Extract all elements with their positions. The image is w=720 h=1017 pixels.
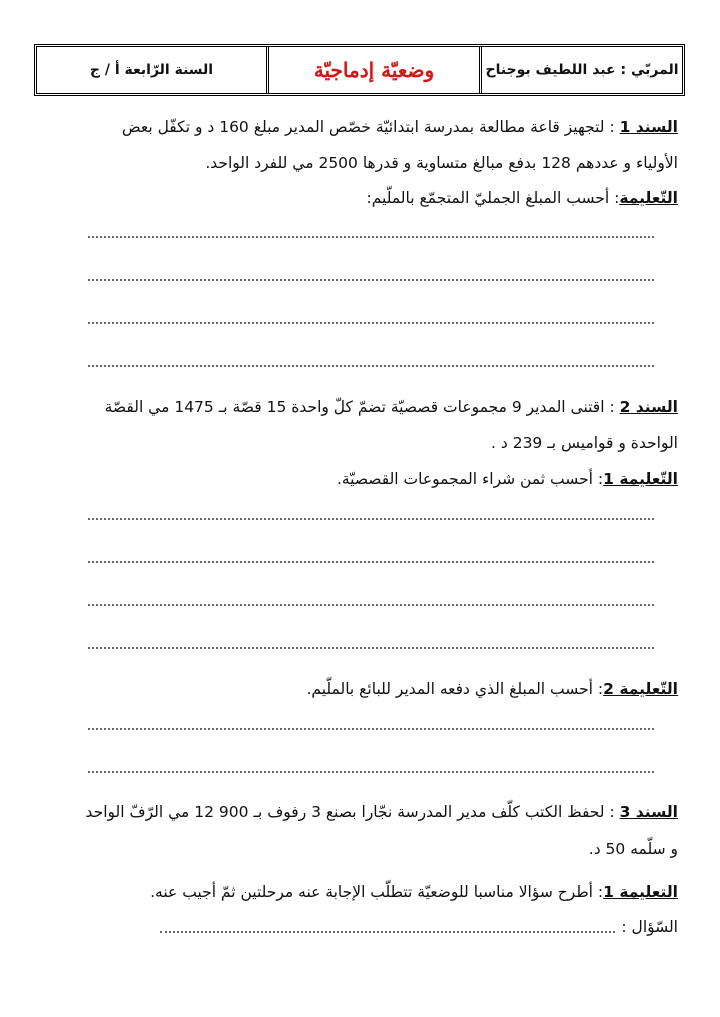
question-label: السّؤال : bbox=[621, 918, 678, 936]
answer-line[interactable] bbox=[88, 647, 654, 649]
sanad2-line2 bbox=[36, 432, 678, 454]
answer-line[interactable] bbox=[88, 518, 654, 520]
sanad1-instruction-label: التّعليمة bbox=[619, 189, 678, 207]
sanad3-instruction1-label: التعليمة 1 bbox=[603, 883, 678, 901]
teacher-name: المربّي : عبد اللطيف بوجناح bbox=[485, 62, 679, 78]
sanad2-text1: : اقتنى المدير 9 مجموعات قصصيّة تضمّ كلّ واحدة 15 قصّة بـ 1475 مي القصّة bbox=[104, 398, 620, 416]
sanad2-instruction1-text: : أحسب ثمن شراء المجموعات القصصيّة. bbox=[336, 470, 604, 488]
sanad3-text1: : لحفظ الكتب كلّف مدير المدرسة نجّارا بصنع 3 رفوف بـ 900 12 مي الرّفّ الواحد bbox=[85, 803, 620, 821]
sanad1-line1 bbox=[36, 116, 678, 138]
sanad3-line1 bbox=[36, 801, 678, 823]
answer-line[interactable] bbox=[88, 604, 654, 606]
teacher-cell bbox=[479, 47, 682, 93]
sanad3-instruction1 bbox=[36, 881, 678, 903]
title-cell bbox=[266, 47, 479, 93]
sanad2-label: السند 2 bbox=[619, 398, 678, 416]
sanad1-instruction bbox=[36, 187, 678, 209]
sanad2-instruction1-label: التّعليمة 1 bbox=[603, 470, 678, 488]
sanad2-instruction2-label: التّعليمة 2 bbox=[603, 680, 678, 698]
level-cell bbox=[37, 47, 266, 93]
sanad1-instruction-text: : أحسب المبلغ الجمليّ المتجمّع بالملّيم: bbox=[366, 189, 620, 207]
sanad3-line2 bbox=[36, 838, 678, 860]
sanad2-instruction2 bbox=[36, 678, 678, 700]
sanad1-text1: : لتجهيز قاعة مطالعة بمدرسة ابتدائيّة خصّص المدير مبلغ 160 د و تكفّل بعض bbox=[121, 118, 620, 136]
sanad2-instruction2-text: : أحسب المبلغ الذي دفعه المدير للبائع بالملّيم. bbox=[306, 680, 604, 698]
sanad1-text2: الأولياء و عددهم 128 بدفع مبالغ متساوية و قدرها 2500 مي للفرد الواحد. bbox=[205, 154, 678, 172]
class-level: السنة الرّابعة أ / ج bbox=[89, 62, 214, 78]
sanad3-text2: و سلّمه 50 د. bbox=[588, 840, 678, 858]
sanad1-line2 bbox=[36, 152, 678, 174]
answer-line[interactable] bbox=[88, 728, 654, 730]
answer-line[interactable] bbox=[88, 771, 654, 773]
answer-line[interactable] bbox=[88, 279, 654, 281]
sanad1-label: السند 1 bbox=[619, 118, 678, 136]
sanad3-instruction1-text: : أطرح سؤالا مناسبا للوضعيّة تتطلّب الإجابة عنه مرحلتين ثمّ أجيب عنه. bbox=[150, 883, 604, 901]
sanad2-line1 bbox=[36, 396, 678, 418]
sanad2-instruction1 bbox=[36, 468, 678, 490]
answer-line[interactable] bbox=[88, 236, 654, 238]
header-table bbox=[34, 44, 685, 96]
question-answer-line[interactable] bbox=[160, 931, 615, 933]
sanad3-question bbox=[36, 916, 678, 938]
answer-line[interactable] bbox=[88, 322, 654, 324]
sanad2-text2: الواحدة و قواميس بـ 239 د . bbox=[491, 434, 678, 452]
worksheet-title: وضعيّة إدماجيّة bbox=[313, 58, 435, 82]
sanad3-label: السند 3 bbox=[619, 803, 678, 821]
answer-line[interactable] bbox=[88, 561, 654, 563]
answer-line[interactable] bbox=[88, 365, 654, 367]
